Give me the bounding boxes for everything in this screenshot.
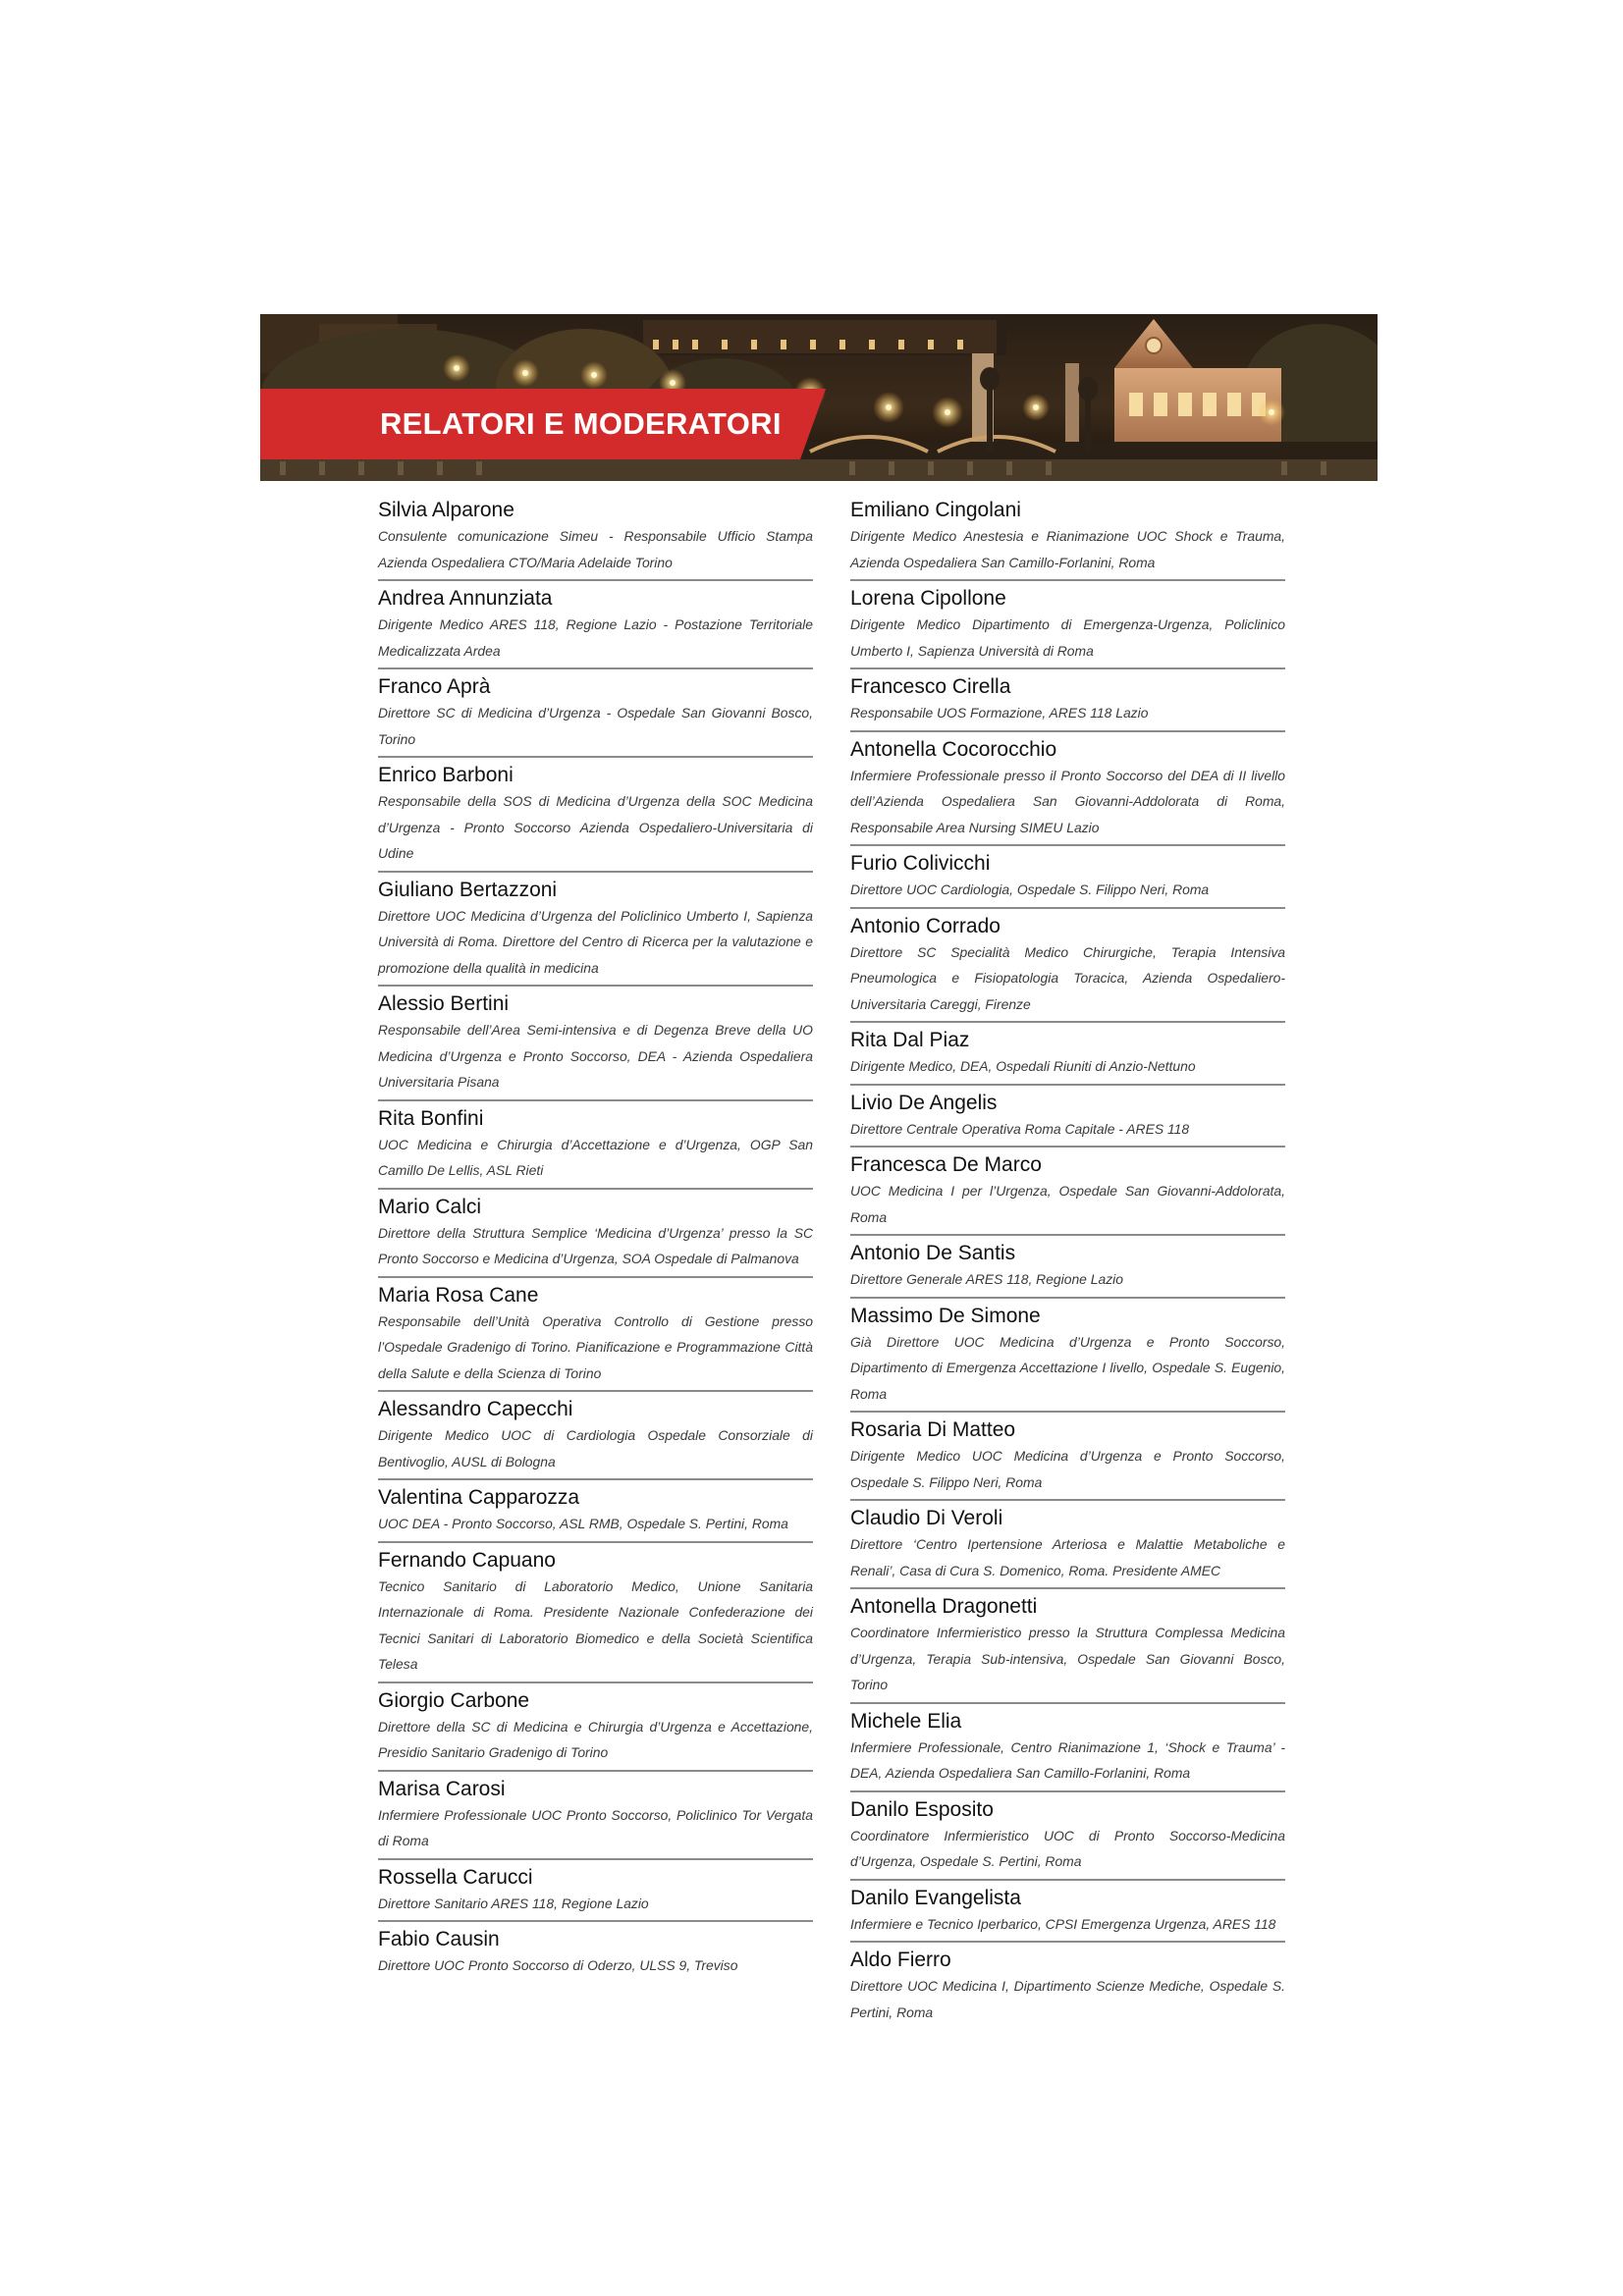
speaker-name: Enrico Barboni bbox=[378, 764, 514, 786]
speaker-role: Già Direttore UOC Medicina d’Urgenza e Pronto Soccorso, Dipartimento di Emergenza Accettazione I livello, Ospedale S. Eugenio, Roma bbox=[850, 1333, 1285, 1402]
speaker-name: Alessandro Capecchi bbox=[378, 1398, 573, 1420]
speaker-role: UOC Medicina I per l’Urgenza, Ospedale San Giovanni-Addolorata, Roma bbox=[850, 1183, 1285, 1225]
speaker-role: Responsabile UOS Formazione, ARES 118 Lazio bbox=[850, 705, 1149, 721]
speaker-role: Dirigente Medico Anestesia e Rianimazione UOC Shock e Trauma, Azienda Ospedaliera San Camillo-Forlanini, Roma bbox=[850, 528, 1285, 570]
speaker-entry bbox=[850, 1303, 1285, 1414]
speaker-name: Michele Elia bbox=[850, 1709, 962, 1733]
speaker-role: Direttore Generale ARES 118, Regione Lazio bbox=[850, 1271, 1123, 1287]
speaker-role: UOC DEA - Pronto Soccorso, ASL RMB, Ospedale S. Pertini, Roma bbox=[378, 1516, 788, 1531]
speaker-role: Infermiere Professionale presso il Pronto Soccorso del DEA di II livello dell’Azienda Ospedaliera San Giovanni-Addolorata di Roma, Responsabile Area Nursing SIMEU Lazio bbox=[850, 767, 1285, 835]
speaker-role: Direttore SC Specialità Medico Chirurgiche, Terapia Intensiva Pneumologica e Fisiopatologia Toracica, Azienda Ospedaliero-Universitaria Careggi, Firenze bbox=[850, 943, 1285, 1012]
speaker-name: Silvia Alparone bbox=[378, 499, 514, 521]
speaker-role: Direttore Centrale Operativa Roma Capitale - ARES 118 bbox=[850, 1120, 1190, 1137]
speaker-entry bbox=[850, 1090, 1285, 1148]
speaker-name: Antonio Corrado bbox=[850, 914, 1001, 937]
speaker-entry bbox=[850, 1796, 1285, 1881]
speaker-role: Direttore Sanitario ARES 118, Regione Lazio bbox=[378, 1895, 649, 1911]
speaker-name: Massimo De Simone bbox=[850, 1304, 1041, 1327]
speaker-role: Direttore della SC di Medicina e Chirurgia d’Urgenza e Accettazione, Presidio Sanitario Gradenigo di Torino bbox=[378, 1718, 813, 1760]
speaker-name: Rita Dal Piaz bbox=[850, 1029, 970, 1051]
speaker-name: Mario Calci bbox=[378, 1195, 482, 1218]
speaker-entry bbox=[378, 497, 813, 581]
speaker-name: Maria Rosa Cane bbox=[378, 1283, 539, 1307]
speaker-role: Coordinatore Infermieristico presso la Struttura Complessa Medicina d’Urgenza, Terapia Sub-intensiva, Ospedale San Giovanni Bosco, Torino bbox=[850, 1625, 1285, 1692]
speaker-entry bbox=[378, 1687, 813, 1772]
title-bar-notch bbox=[800, 389, 826, 459]
speaker-entry bbox=[378, 990, 813, 1101]
speaker-name: Furio Colivicchi bbox=[850, 852, 991, 875]
speaker-entry bbox=[378, 1926, 813, 1983]
speaker-entry bbox=[850, 1027, 1285, 1086]
speaker-name: Antonio De Santis bbox=[850, 1242, 1016, 1264]
speaker-role: Infermiere Professionale, Centro Rianimazione 1, ‘Shock e Trauma’ - DEA, Azienda Ospedaliera San Camillo-Forlanini, Roma bbox=[850, 1738, 1285, 1781]
speaker-entry bbox=[378, 585, 813, 669]
speaker-entry bbox=[850, 1505, 1285, 1589]
speakers-column-left bbox=[378, 497, 813, 1987]
speaker-name: Francesca De Marco bbox=[850, 1153, 1042, 1176]
speaker-entry bbox=[850, 1947, 1285, 2029]
speaker-entry bbox=[378, 1864, 813, 1923]
speaker-role: Direttore della Struttura Semplice ‘Medicina d’Urgenza’ presso la SC Pronto Soccorso e Medicina d’Urgenza, SOA Ospedale di Palmanova bbox=[378, 1224, 813, 1266]
speaker-name: Danilo Evangelista bbox=[850, 1886, 1021, 1909]
speaker-entry bbox=[378, 1776, 813, 1860]
speaker-role: Direttore UOC Medicina I, Dipartimento Scienze Mediche, Ospedale S. Pertini, Roma bbox=[850, 1978, 1285, 2020]
speaker-entry bbox=[378, 1194, 813, 1278]
speaker-name: Livio De Angelis bbox=[850, 1091, 998, 1114]
speaker-role: Direttore ‘Centro Ipertensione Arteriosa e Malattie Metaboliche e Renali’, Casa di Cura S. Domenico, Roma. Presidente AMEC bbox=[850, 1536, 1285, 1578]
speaker-entry bbox=[850, 1416, 1285, 1501]
speaker-name: Claudio Di Veroli bbox=[850, 1507, 1003, 1529]
speaker-role: Responsabile dell’Area Semi-intensiva e di Degenza Breve della UO Medicina d’Urgenza e Pronto Soccorso, DEA - Azienda Ospedaliera Universitaria Pisana bbox=[378, 1022, 813, 1090]
speaker-entry bbox=[850, 850, 1285, 909]
speaker-role: Direttore SC di Medicina d’Urgenza - Ospedale San Giovanni Bosco, Torino bbox=[378, 705, 813, 747]
speaker-name: Aldo Fierro bbox=[850, 1949, 951, 1971]
speaker-name: Giuliano Bertazzoni bbox=[378, 878, 558, 901]
speaker-role: Tecnico Sanitario di Laboratorio Medico, Unione Sanitaria Internazionale di Roma. Presidente Nazionale Confederazione dei Tecnici Sanitari di Laboratorio Biomedico e della Società Scientifica Telesa bbox=[378, 1577, 813, 1672]
section-title: RELATORI E MODERATORI bbox=[380, 406, 782, 441]
speaker-entry bbox=[378, 877, 813, 988]
speaker-name: Andrea Annunziata bbox=[378, 587, 553, 610]
speaker-entry bbox=[850, 1593, 1285, 1704]
speaker-role: Coordinatore Infermieristico UOC di Pronto Soccorso-Medicina d’Urgenza, Ospedale S. Pertini, Roma bbox=[850, 1827, 1285, 1869]
speaker-role: Infermiere e Tecnico Iperbarico, CPSI Emergenza Urgenza, ARES 118 bbox=[850, 1915, 1276, 1932]
speaker-role: Responsabile della SOS di Medicina d’Urgenza della SOC Medicina d’Urgenza - Pronto Soccorso Azienda Ospedaliero-Universitaria di Udine bbox=[378, 793, 813, 861]
speaker-role: UOC Medicina e Chirurgia d’Accettazione e d’Urgenza, OGP San Camillo De Lellis, ASL Rieti bbox=[378, 1136, 813, 1178]
speaker-entry bbox=[850, 1708, 1285, 1792]
section-title-bar bbox=[260, 389, 800, 459]
speakers-column-right bbox=[850, 497, 1285, 2033]
speaker-name: Antonella Cocorocchio bbox=[850, 737, 1057, 761]
speaker-role: Direttore UOC Cardiologia, Ospedale S. Filippo Neri, Roma bbox=[850, 881, 1210, 897]
speaker-name: Valentina Capparozza bbox=[378, 1486, 580, 1509]
speaker-entry bbox=[850, 1885, 1285, 1944]
speaker-name: Rosaria Di Matteo bbox=[850, 1418, 1016, 1441]
speaker-role: Dirigente Medico UOC Medicina d’Urgenza e Pronto Soccorso, Ospedale S. Filippo Neri, Roma bbox=[850, 1448, 1285, 1490]
speaker-role: Dirigente Medico, DEA, Ospedali Riuniti di Anzio-Nettuno bbox=[850, 1058, 1196, 1074]
speaker-entry bbox=[378, 762, 813, 873]
speaker-name: Rita Bonfini bbox=[378, 1106, 484, 1130]
speaker-entry bbox=[850, 497, 1285, 581]
speaker-entry bbox=[850, 736, 1285, 847]
speaker-name: Fabio Causin bbox=[378, 1928, 500, 1950]
speaker-role: Responsabile dell’Unità Operativa Controllo di Gestione presso l’Ospedale Gradenigo di Torino. Pianificazione e Programmazione Città della Salute e della Scienza di Torino bbox=[378, 1312, 813, 1381]
speaker-entry bbox=[378, 1484, 813, 1543]
speaker-entry bbox=[378, 1396, 813, 1480]
speaker-entry bbox=[850, 673, 1285, 732]
speaker-name: Antonella Dragonetti bbox=[850, 1595, 1038, 1618]
speaker-name: Alessio Bertini bbox=[378, 992, 510, 1015]
speaker-name: Danilo Esposito bbox=[850, 1797, 994, 1821]
speaker-name: Giorgio Carbone bbox=[378, 1688, 530, 1712]
speaker-name: Francesco Cirella bbox=[850, 675, 1011, 698]
speaker-role: Infermiere Professionale UOC Pronto Soccorso, Policlinico Tor Vergata di Roma bbox=[378, 1806, 813, 1848]
speaker-role: Dirigente Medico UOC di Cardiologia Ospedale Consorziale di Bentivoglio, AUSL di Bologna bbox=[378, 1427, 813, 1469]
speaker-entry bbox=[378, 1547, 813, 1683]
speaker-role: Dirigente Medico Dipartimento di Emergenza-Urgenza, Policlinico Umberto I, Sapienza Università di Roma bbox=[850, 616, 1285, 659]
speaker-entry bbox=[850, 1240, 1285, 1299]
speaker-name: Emiliano Cingolani bbox=[850, 499, 1021, 521]
speaker-role: Direttore UOC Medicina d’Urgenza del Policlinico Umberto I, Sapienza Università di Roma. Direttore del Centro di Ricerca per la valutazione e promozione della qualità in medicina bbox=[378, 907, 813, 976]
speaker-entry bbox=[850, 913, 1285, 1024]
speaker-role: Direttore UOC Pronto Soccorso di Oderzo, ULSS 9, Treviso bbox=[378, 1957, 738, 1973]
speaker-role: Dirigente Medico ARES 118, Regione Lazio - Postazione Territoriale Medicalizzata Ardea bbox=[378, 616, 813, 659]
header-banner bbox=[260, 314, 1378, 481]
speaker-entry bbox=[378, 1282, 813, 1393]
speaker-entry bbox=[850, 1151, 1285, 1236]
speaker-entry bbox=[850, 585, 1285, 669]
speaker-name: Rossella Carucci bbox=[378, 1865, 533, 1889]
speaker-name: Fernando Capuano bbox=[378, 1548, 556, 1572]
speaker-role: Consulente comunicazione Simeu - Responsabile Ufficio Stampa Azienda Ospedaliera CTO/Maria Adelaide Torino bbox=[378, 528, 813, 570]
speaker-name: Franco Aprà bbox=[378, 675, 491, 698]
speaker-entry bbox=[378, 673, 813, 758]
speaker-name: Lorena Cipollone bbox=[850, 587, 1006, 610]
speaker-name: Marisa Carosi bbox=[378, 1777, 506, 1800]
speaker-entry bbox=[378, 1105, 813, 1190]
